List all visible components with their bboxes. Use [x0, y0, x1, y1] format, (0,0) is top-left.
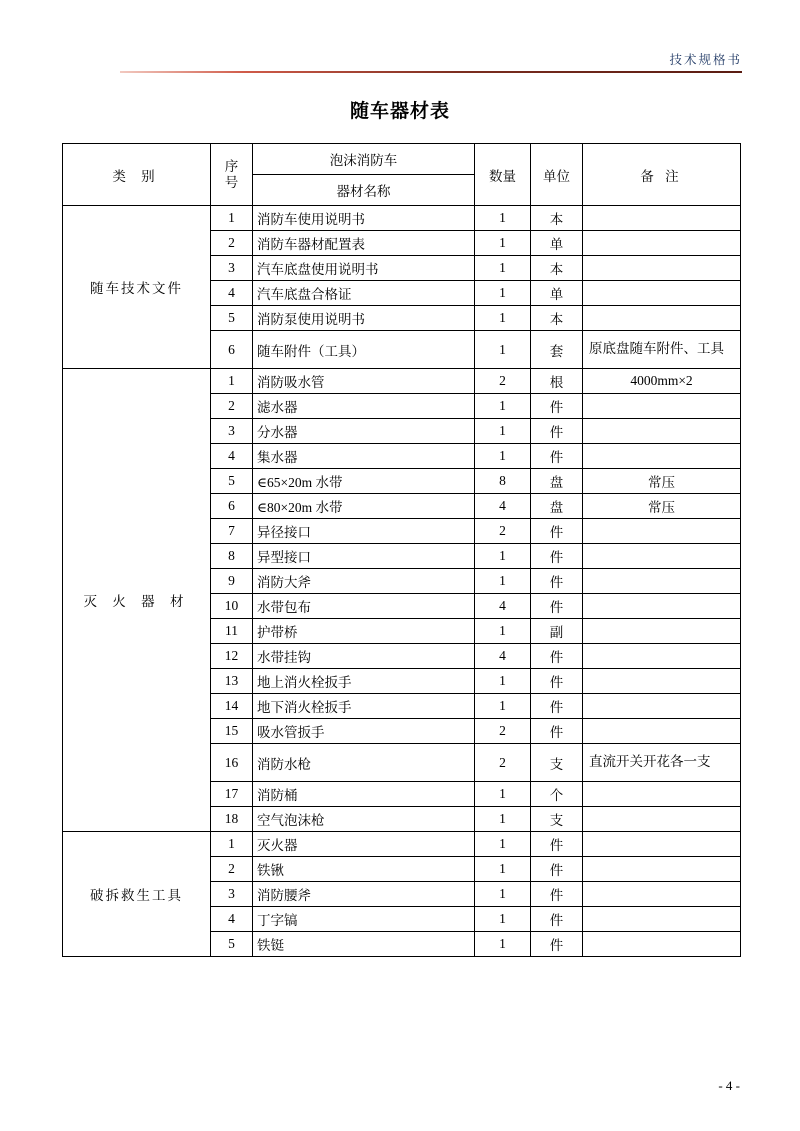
row-qty: 1 [475, 331, 531, 369]
row-item-name: 灭火器 [253, 832, 475, 857]
row-note [583, 281, 741, 306]
row-qty: 2 [475, 744, 531, 782]
row-qty: 1 [475, 444, 531, 469]
row-note [583, 394, 741, 419]
row-unit: 单 [531, 281, 583, 306]
category-cell: 灭 火 器 材 [63, 369, 211, 832]
row-qty: 1 [475, 256, 531, 281]
row-qty: 1 [475, 419, 531, 444]
row-unit: 单 [531, 231, 583, 256]
row-no: 13 [211, 669, 253, 694]
table-row [63, 206, 741, 231]
equipment-table [62, 143, 741, 957]
row-qty: 1 [475, 857, 531, 882]
row-unit: 支 [531, 744, 583, 782]
row-no: 9 [211, 569, 253, 594]
row-qty: 1 [475, 619, 531, 644]
row-item-name: 消防大斧 [253, 569, 475, 594]
row-unit: 件 [531, 694, 583, 719]
row-qty: 2 [475, 369, 531, 394]
row-note [583, 444, 741, 469]
row-note [583, 256, 741, 281]
row-note [583, 832, 741, 857]
row-item-name: 吸水管扳手 [253, 719, 475, 744]
row-note [583, 644, 741, 669]
row-qty: 1 [475, 694, 531, 719]
row-no: 2 [211, 394, 253, 419]
row-item-name: 铁铤 [253, 932, 475, 957]
row-unit: 本 [531, 206, 583, 231]
row-qty: 1 [475, 832, 531, 857]
row-item-name: 消防水枪 [253, 744, 475, 782]
row-no: 1 [211, 206, 253, 231]
row-note [583, 544, 741, 569]
row-unit: 件 [531, 644, 583, 669]
row-item-name: 消防腰斧 [253, 882, 475, 907]
page-number: - 4 - [718, 1078, 740, 1093]
row-unit: 件 [531, 519, 583, 544]
row-item-name: 空气泡沫枪 [253, 807, 475, 832]
row-qty: 1 [475, 231, 531, 256]
header-vehicle-type: 泡沫消防车 [253, 144, 475, 175]
row-note [583, 419, 741, 444]
page-header [120, 50, 742, 76]
row-no: 3 [211, 256, 253, 281]
row-item-name: 水带挂钩 [253, 644, 475, 669]
row-no: 7 [211, 519, 253, 544]
row-note: 常压 [583, 494, 741, 519]
row-no: 4 [211, 281, 253, 306]
row-note [583, 569, 741, 594]
row-unit: 本 [531, 256, 583, 281]
row-no: 1 [211, 369, 253, 394]
row-no: 5 [211, 932, 253, 957]
header-unit: 单位 [531, 144, 583, 206]
row-no: 14 [211, 694, 253, 719]
row-note [583, 907, 741, 932]
row-unit: 件 [531, 882, 583, 907]
row-no: 17 [211, 782, 253, 807]
row-unit: 件 [531, 544, 583, 569]
row-unit: 盘 [531, 494, 583, 519]
row-no: 8 [211, 544, 253, 569]
row-qty: 1 [475, 394, 531, 419]
row-unit: 件 [531, 932, 583, 957]
row-qty: 1 [475, 882, 531, 907]
row-item-name: 汽车底盘合格证 [253, 281, 475, 306]
row-qty: 1 [475, 281, 531, 306]
row-item-name: 消防车使用说明书 [253, 206, 475, 231]
row-item-name: 消防桶 [253, 782, 475, 807]
row-item-name: 地上消火栓扳手 [253, 669, 475, 694]
row-unit: 个 [531, 782, 583, 807]
row-item-name: 分水器 [253, 419, 475, 444]
row-qty: 4 [475, 494, 531, 519]
row-note [583, 306, 741, 331]
row-unit: 件 [531, 594, 583, 619]
header-note: 备 注 [583, 144, 741, 206]
row-item-name: 消防吸水管 [253, 369, 475, 394]
row-qty: 1 [475, 569, 531, 594]
row-no: 6 [211, 494, 253, 519]
row-qty: 1 [475, 206, 531, 231]
row-note [583, 932, 741, 957]
row-no: 16 [211, 744, 253, 782]
row-item-name: ∈80×20m 水带 [253, 494, 475, 519]
row-qty: 4 [475, 594, 531, 619]
row-unit: 件 [531, 419, 583, 444]
header-category: 类 别 [63, 144, 211, 206]
row-no: 18 [211, 807, 253, 832]
row-unit: 件 [531, 394, 583, 419]
row-note [583, 882, 741, 907]
row-item-name: 异径接口 [253, 519, 475, 544]
row-unit: 盘 [531, 469, 583, 494]
row-unit: 本 [531, 306, 583, 331]
row-no: 10 [211, 594, 253, 619]
page-title: 随车器材表 [349, 101, 450, 122]
row-item-name: 护带桥 [253, 619, 475, 644]
row-no: 4 [211, 907, 253, 932]
row-no: 15 [211, 719, 253, 744]
row-no: 5 [211, 306, 253, 331]
row-note [583, 719, 741, 744]
row-item-name: ∈65×20m 水带 [253, 469, 475, 494]
row-unit: 件 [531, 907, 583, 932]
row-note [583, 231, 741, 256]
row-item-name: 集水器 [253, 444, 475, 469]
row-no: 2 [211, 857, 253, 882]
header-title: 技术规格书 [669, 53, 742, 67]
row-no: 4 [211, 444, 253, 469]
table-row [63, 369, 741, 394]
row-note [583, 807, 741, 832]
header-item-name: 器材名称 [253, 175, 475, 206]
row-qty: 1 [475, 932, 531, 957]
table-header-row-1 [63, 144, 741, 175]
row-note [583, 519, 741, 544]
row-no: 3 [211, 419, 253, 444]
row-note: 原底盘随车附件、工具 [583, 331, 741, 369]
row-no: 6 [211, 331, 253, 369]
row-note [583, 206, 741, 231]
row-note: 直流开关开花各一支 [583, 744, 741, 782]
header-qty: 数量 [475, 144, 531, 206]
row-note [583, 857, 741, 882]
row-item-name: 消防泵使用说明书 [253, 306, 475, 331]
row-unit: 件 [531, 669, 583, 694]
row-item-name: 消防车器材配置表 [253, 231, 475, 256]
row-no: 5 [211, 469, 253, 494]
row-note: 常压 [583, 469, 741, 494]
row-item-name: 地下消火栓扳手 [253, 694, 475, 719]
row-note: 4000mm×2 [583, 369, 741, 394]
row-qty: 1 [475, 544, 531, 569]
row-item-name: 随车附件（工具） [253, 331, 475, 369]
row-unit: 套 [531, 331, 583, 369]
row-note [583, 694, 741, 719]
row-unit: 件 [531, 832, 583, 857]
equipment-table-container [62, 143, 740, 957]
row-unit: 件 [531, 444, 583, 469]
row-qty: 1 [475, 306, 531, 331]
row-qty: 4 [475, 644, 531, 669]
row-item-name: 铁锹 [253, 857, 475, 882]
row-unit: 副 [531, 619, 583, 644]
row-qty: 1 [475, 669, 531, 694]
row-no: 12 [211, 644, 253, 669]
row-item-name: 异型接口 [253, 544, 475, 569]
category-cell: 随车技术文件 [63, 206, 211, 369]
row-no: 1 [211, 832, 253, 857]
row-unit: 支 [531, 807, 583, 832]
table-row [63, 832, 741, 857]
row-unit: 根 [531, 369, 583, 394]
row-qty: 1 [475, 807, 531, 832]
category-cell: 破拆救生工具 [63, 832, 211, 957]
row-item-name: 水带包布 [253, 594, 475, 619]
row-no: 2 [211, 231, 253, 256]
row-qty: 2 [475, 719, 531, 744]
row-no: 11 [211, 619, 253, 644]
row-item-name: 滤水器 [253, 394, 475, 419]
row-note [583, 782, 741, 807]
row-item-name: 丁字镐 [253, 907, 475, 932]
row-note [583, 619, 741, 644]
row-qty: 8 [475, 469, 531, 494]
header-divider [120, 71, 742, 73]
header-no: 序 号 [211, 144, 253, 206]
row-item-name: 汽车底盘使用说明书 [253, 256, 475, 281]
row-qty: 2 [475, 519, 531, 544]
row-unit: 件 [531, 719, 583, 744]
row-note [583, 669, 741, 694]
row-note [583, 594, 741, 619]
row-unit: 件 [531, 569, 583, 594]
row-unit: 件 [531, 857, 583, 882]
row-qty: 1 [475, 782, 531, 807]
row-qty: 1 [475, 907, 531, 932]
row-no: 3 [211, 882, 253, 907]
